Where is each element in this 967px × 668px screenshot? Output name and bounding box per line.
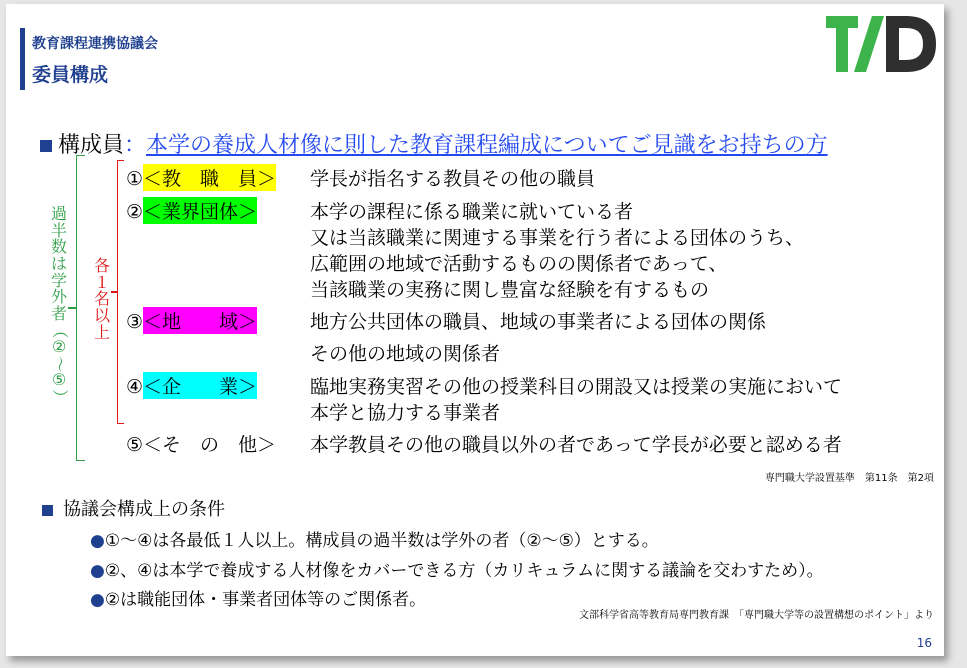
condition-item: [90, 556, 824, 581]
colon: ：: [124, 133, 147, 158]
source-citation-2: 文部科学省高等教育局専門教育課 「専門職大学等の設置構想のポイント」より: [579, 610, 934, 621]
member-row-4-desc-line: 臨地実務実習その他の授業科目の開設又は授業の実施において: [310, 376, 843, 398]
label-char: ⑤: [51, 370, 67, 390]
header-accent-bar: [20, 28, 25, 90]
member-row-2-desc-line: 広範囲の地域で活動するものの関係者であって、: [310, 253, 728, 275]
bullet-dot-icon: ●: [90, 531, 105, 551]
slide: [6, 4, 944, 656]
member-composition-line: [40, 128, 828, 159]
member-row-2-desc-line: 又は当該職業に関連する事業を行う者による団体のうち、: [310, 227, 805, 249]
label-char: 各: [93, 256, 110, 275]
label-char: 〜: [50, 355, 70, 372]
member-number: ②: [126, 201, 144, 223]
minimum-one-each-label: [92, 258, 112, 341]
member-row-4-category: [126, 372, 257, 399]
member-row-3-category: [126, 307, 257, 334]
label-char: 上: [93, 322, 110, 342]
label-char: 者: [50, 303, 67, 323]
external-majority-label: [49, 206, 69, 406]
label-char: 学: [50, 270, 67, 290]
conditions-heading: [42, 495, 225, 521]
source-citation-1: 専門職大学設置基準 第11条 第2項: [764, 473, 934, 484]
member-definition-link[interactable]: 本学の養成人材像に則した教育課程編成についてご見識をお持ちの方: [146, 133, 828, 158]
red-bracket: [117, 160, 124, 424]
member-number: ⑤: [126, 434, 144, 456]
label-char: 外: [50, 287, 67, 307]
label-char: （: [50, 322, 70, 339]
label-char: 以: [93, 305, 110, 325]
label-char: 名: [93, 289, 110, 309]
member-row-2-desc-line: 当該職業の実務に関し豊富な経験を有するもの: [310, 279, 710, 301]
category-other: ＜そ の 他＞: [143, 434, 277, 456]
member-label: 構成員: [58, 133, 125, 158]
member-row-5-desc: 本学教員その他の職員以外の者であって学長が必要と認める者: [310, 434, 842, 456]
square-bullet-icon: [40, 140, 52, 152]
conditions-title: 協議会構成上の条件: [63, 499, 225, 520]
label-char: 過: [50, 204, 67, 223]
member-row-1-category: [126, 164, 276, 191]
member-row-1-desc: 学長が指名する教員その他の職員: [310, 168, 596, 190]
category-enterprise: ＜企 業＞: [143, 372, 257, 399]
condition-item: [90, 585, 426, 610]
category-region: ＜地 域＞: [143, 307, 257, 334]
bullet-dot-icon: ●: [90, 561, 105, 581]
label-char: １: [93, 272, 110, 292]
category-faculty: ＜教 職 員＞: [143, 164, 276, 191]
member-row-4-desc-line: 本学と協力する事業者: [310, 402, 501, 424]
tid-logo-mark: [822, 8, 938, 76]
member-row-5-category: [126, 430, 276, 457]
member-row-3-desc-line: 地方公共団体の職員、地域の事業者による団体の関係: [310, 311, 767, 333]
red-bracket-tick: [111, 291, 117, 293]
condition-item: [90, 526, 659, 551]
square-bullet-icon: [42, 505, 53, 516]
condition-text: ①〜④は各最低１人以上。構成員の過半数は学外の者（②〜⑤）とする。: [104, 531, 659, 551]
condition-text: ②、④は本学で養成する人材像をカバーできる方（カリキュラムに関する議論を交わすため）。: [104, 561, 824, 581]
member-number: ③: [126, 311, 144, 333]
label-char: 半: [50, 220, 67, 240]
header-subtitle: 教育課程連携協議会: [32, 36, 158, 52]
member-number: ①: [126, 168, 144, 190]
tid-logo: [822, 8, 938, 80]
green-bracket-tick: [68, 307, 76, 309]
member-row-2-category: [126, 197, 257, 224]
category-industry-group: ＜業界団体＞: [143, 197, 257, 224]
label-char: は: [50, 253, 67, 273]
member-number: ④: [126, 376, 144, 398]
bullet-dot-icon: ●: [90, 590, 105, 610]
label-char: ）: [50, 389, 70, 406]
member-row-2-desc-line: 本学の課程に係る職業に就いている者: [310, 201, 634, 223]
condition-text: ②は職能団体・事業者団体等のご関係者。: [104, 590, 427, 610]
page-title: 委員構成: [32, 64, 109, 86]
page-number: 16: [916, 636, 932, 650]
label-char: 数: [50, 237, 67, 257]
green-bracket: [76, 155, 85, 461]
label-char: ②: [51, 337, 67, 356]
member-row-3-desc-line: その他の地域の関係者: [310, 343, 501, 365]
